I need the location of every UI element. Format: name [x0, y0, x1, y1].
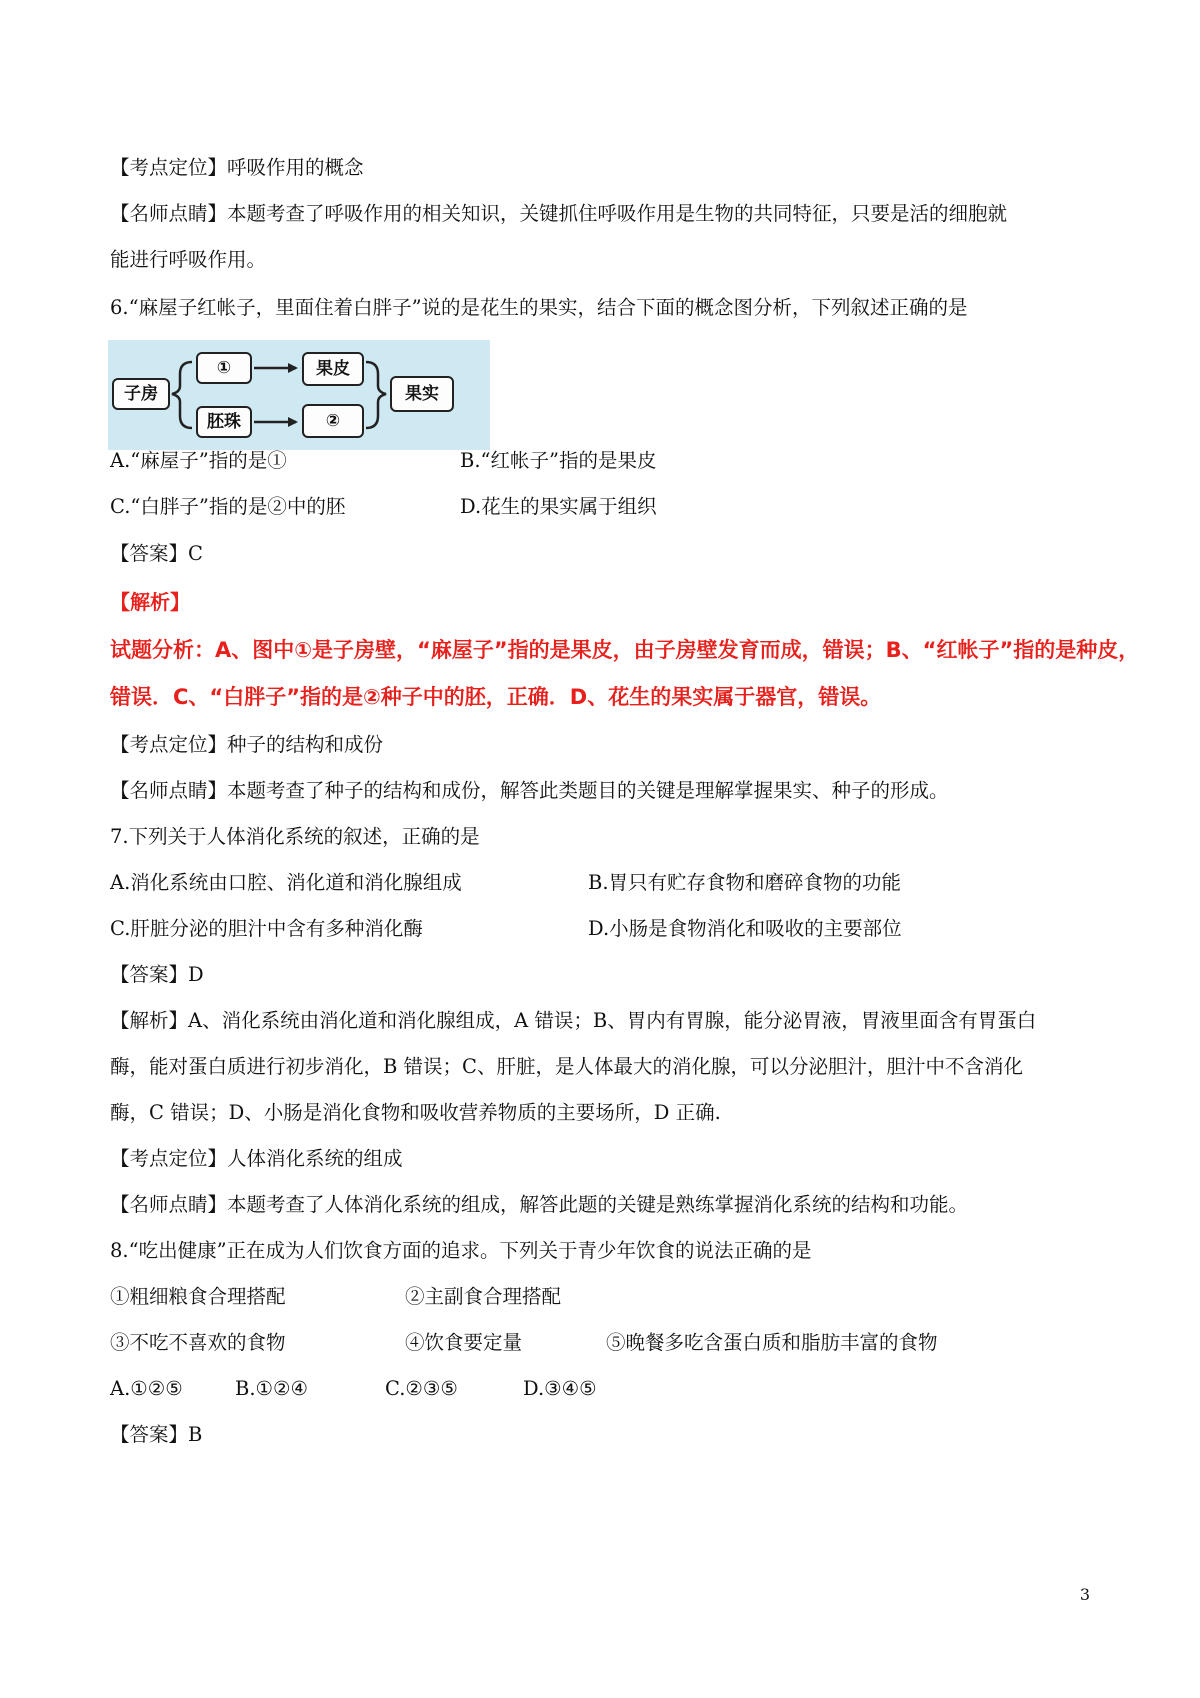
q8-item-5: ⑤晚餐多吃含蛋白质和脂肪丰富的食物 [606, 1331, 938, 1354]
q7-analysis-line1: 【解析】A、消化系统由消化道和消化腺组成，A 错误；B、胃内有胃腺，能分泌胃液，胃液里面含有胃蛋白 [110, 1009, 1037, 1032]
diagram-ovary: 子房 [112, 378, 170, 410]
q8-item-1: ①粗细粮食合理搭配 [110, 1285, 286, 1308]
q6-mingshi: 【名师点睛】本题考查了种子的结构和成份，解答此类题目的关键是理解掌握果实、种子的形成。 [110, 779, 949, 802]
q6-stem: 6.“麻屋子红帐子，里面住着白胖子”说的是花生的果实，结合下面的概念图分析，下列叙述正确的是 [110, 296, 968, 319]
diagram-circle2: ② [302, 404, 364, 438]
q8-option-a: A.①②⑤ [110, 1377, 183, 1400]
page-number: 3 [1079, 1585, 1090, 1604]
q6-kaodian: 【考点定位】种子的结构和成份 [110, 733, 384, 756]
q8-item-4: ④饮食要定量 [405, 1331, 523, 1354]
q7-analysis-line3: 酶，C 错误；D、小肠是消化食物和吸收营养物质的主要场所，D 正确. [110, 1101, 721, 1124]
q6-option-a: A.“麻屋子”指的是① [110, 449, 287, 472]
q8-item-2: ②主副食合理搭配 [405, 1285, 562, 1308]
q8-option-d: D.③④⑤ [523, 1377, 597, 1400]
q7-answer: 【答案】D [110, 963, 204, 986]
diagram-pericarp: 果皮 [302, 352, 364, 386]
q7-option-c: C.肝脏分泌的胆汁中含有多种消化酶 [110, 917, 423, 940]
q5-kaodian: 【考点定位】呼吸作用的概念 [110, 156, 364, 179]
q7-option-b: B.胃只有贮存食物和磨碎食物的功能 [588, 871, 902, 894]
diagram-circle1: ① [196, 352, 252, 384]
q7-stem: 7.下列关于人体消化系统的叙述，正确的是 [110, 825, 480, 848]
q6-option-d: D.花生的果实属于组织 [460, 495, 657, 518]
q8-stem: 8.“吃出健康”正在成为人们饮食方面的追求。下列关于青少年饮食的说法正确的是 [110, 1239, 812, 1262]
q7-option-d: D.小肠是食物消化和吸收的主要部位 [588, 917, 902, 940]
q6-analysis-line1: 试题分析：A、图中①是子房壁，“麻屋子”指的是果皮，由子房壁发育而成，错误；B、“红帐子”指的是种皮， [110, 638, 1140, 662]
q5-mingshi-line2: 能进行呼吸作用。 [110, 248, 267, 271]
q6-answer: 【答案】C [110, 542, 203, 565]
diagram-fruit: 果实 [390, 376, 454, 412]
diagram-ovule: 胚珠 [196, 406, 252, 438]
q6-option-c: C.“白胖子”指的是②中的胚 [110, 495, 346, 518]
q8-option-b: B.①②④ [235, 1377, 308, 1400]
q5-mingshi-line1: 【名师点睛】本题考查了呼吸作用的相关知识，关键抓住呼吸作用是生物的共同特征，只要是活的细胞就 [110, 202, 1008, 225]
q7-kaodian: 【考点定位】人体消化系统的组成 [110, 1147, 403, 1170]
q7-analysis-line2: 酶，能对蛋白质进行初步消化，B 错误；C、肝脏，是人体最大的消化腺，可以分泌胆汁，胆汁中不含消化 [110, 1055, 1023, 1078]
concept-diagram [108, 340, 490, 450]
q8-option-c: C.②③⑤ [385, 1377, 458, 1400]
q7-option-a: A.消化系统由口腔、消化道和消化腺组成 [110, 871, 462, 894]
q6-analysis-line2: 错误．C、“白胖子”指的是②种子中的胚，正确．D、花生的果实属于器官，错误。 [110, 685, 882, 709]
q7-mingshi: 【名师点睛】本题考查了人体消化系统的组成，解答此题的关键是熟练掌握消化系统的结构和功能。 [110, 1193, 969, 1216]
q6-option-b: B.“红帐子”指的是果皮 [460, 449, 657, 472]
q8-item-3: ③不吃不喜欢的食物 [110, 1331, 286, 1354]
q6-analysis-title: 【解析】 [110, 590, 190, 614]
q8-answer: 【答案】B [110, 1423, 203, 1446]
